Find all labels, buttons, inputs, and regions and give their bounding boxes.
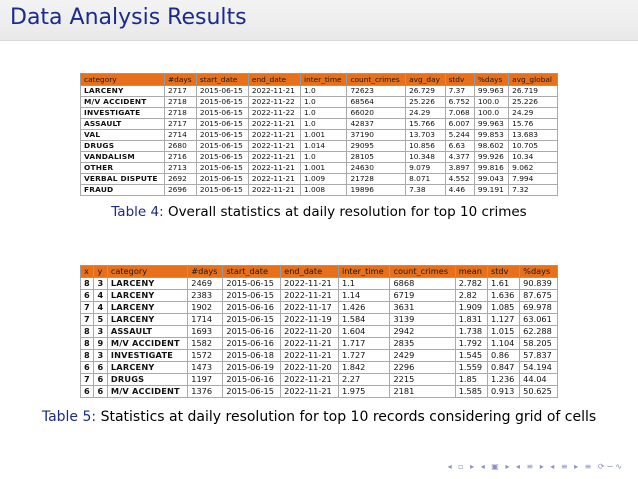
column-header: count_crimes [390,266,455,278]
category-cell: LARCENY [107,362,187,374]
table-cell: 13.683 [509,130,558,141]
table-row [81,119,558,130]
table-cell: 2713 [164,163,196,174]
category-cell: VAL [81,130,165,141]
table-header-row [81,74,558,86]
table-cell: 98.602 [474,141,508,152]
category-cell: VERBAL DISPUTE [81,174,165,185]
table-row [81,185,558,196]
table-cell: 1.14 [338,290,390,302]
caption-text: Statistics at daily resolution for top 10 records considering grid of cells [100,409,597,425]
table-cell: 5 [94,314,107,326]
table-cell: 7.32 [509,185,558,196]
column-header: mean [455,266,487,278]
table-cell: 9.079 [406,163,445,174]
table-cell: 2215 [390,374,455,386]
table-cell: 99.963 [474,86,508,97]
overall-stats-table [80,73,558,196]
table-cell: 1.001 [300,130,346,141]
table-cell: 1376 [188,386,223,398]
category-cell: INVESTIGATE [107,350,187,362]
table-cell: 3139 [390,314,455,326]
table-cell: 2022-11-21 [248,185,300,196]
table-cell: 2296 [390,362,455,374]
table-cell: 2015-06-15 [196,97,248,108]
table-cell: 2696 [164,185,196,196]
table-cell: 1.0 [300,86,346,97]
table-cell: 2022-11-21 [281,374,339,386]
table-cell: 4.377 [445,152,474,163]
category-cell: LARCENY [81,86,165,97]
table-cell: 24.29 [509,108,558,119]
table-row [81,290,558,302]
table-row [81,362,558,374]
table-cell: 2015-06-15 [196,108,248,119]
table-cell: 10.34 [509,152,558,163]
table-cell: 2022-11-21 [248,119,300,130]
table-cell: 50.625 [520,386,558,398]
table-cell: 62.288 [520,326,558,338]
table-4-caption [0,204,638,220]
table-cell: 8 [81,350,94,362]
table-cell: 24630 [347,163,406,174]
table-cell: 2015-06-16 [223,326,281,338]
table-cell: 42837 [347,119,406,130]
table-cell: 2015-06-15 [196,185,248,196]
category-cell: LARCENY [107,278,187,290]
table-cell: 7 [81,302,94,314]
table-cell: 2015-06-15 [196,152,248,163]
table-cell: 1582 [188,338,223,350]
table-cell: 4 [94,302,107,314]
table-cell: 24.29 [406,108,445,119]
table-cell: 1.61 [487,278,519,290]
table-cell: 99.926 [474,152,508,163]
table-cell: 1.738 [455,326,487,338]
table-cell: 2015-06-15 [223,278,281,290]
table-row [81,314,558,326]
column-header: start_date [223,266,281,278]
table-cell: 15.766 [406,119,445,130]
table-cell: 3 [94,278,107,290]
table-row [81,130,558,141]
table-cell: 2022-11-21 [248,174,300,185]
table-cell: 1.792 [455,338,487,350]
table-cell: 8 [81,338,94,350]
table-cell: 2181 [390,386,455,398]
table-cell: 2022-11-21 [248,152,300,163]
table-cell: 8.071 [406,174,445,185]
table-cell: 15.76 [509,119,558,130]
table-cell: 2015-06-15 [196,163,248,174]
table-row [81,108,558,119]
table-cell: 2022-11-22 [248,108,300,119]
table-cell: 6.63 [445,141,474,152]
table-cell: 58.205 [520,338,558,350]
table-cell: 69.978 [520,302,558,314]
category-cell: ASSAULT [107,326,187,338]
category-cell: LARCENY [107,302,187,314]
table-header-row [81,266,558,278]
table-row [81,386,558,398]
table-cell: 2717 [164,119,196,130]
table-cell: 2429 [390,350,455,362]
category-cell: FRAUD [81,185,165,196]
table-cell: 3631 [390,302,455,314]
table-cell: 1693 [188,326,223,338]
column-header: x [81,266,94,278]
table-cell: 26.729 [406,86,445,97]
table-cell: 44.04 [520,374,558,386]
table-cell: 21728 [347,174,406,185]
category-cell: M/V ACCIDENT [81,97,165,108]
table-cell: 1.0 [300,97,346,108]
table-cell: 1.717 [338,338,390,350]
table-cell: 2015-06-15 [223,386,281,398]
table-cell: 25.226 [406,97,445,108]
table-cell: 8 [81,278,94,290]
table-cell: 1.236 [487,374,519,386]
table-cell: 1902 [188,302,223,314]
table-cell: 2015-06-16 [223,374,281,386]
table-cell: 1.636 [487,290,519,302]
table-cell: 0.847 [487,362,519,374]
table-cell: 9.062 [509,163,558,174]
table-row [81,326,558,338]
table-cell: 1.727 [338,350,390,362]
table-cell: 66020 [347,108,406,119]
table-cell: 1.426 [338,302,390,314]
table-cell: 1.0 [300,108,346,119]
table-cell: 68564 [347,97,406,108]
table-cell: 2022-11-21 [281,338,339,350]
table-cell: 7.37 [445,86,474,97]
column-header: inter_time [300,74,346,86]
column-header: end_date [248,74,300,86]
table-cell: 6.007 [445,119,474,130]
category-cell: OTHER [81,163,165,174]
table-cell: 2.782 [455,278,487,290]
table-cell: 90.839 [520,278,558,290]
table-cell: 1.127 [487,314,519,326]
table-cell: 57.837 [520,350,558,362]
category-cell: ASSAULT [81,119,165,130]
table-cell: 2022-11-21 [281,290,339,302]
page-title: Data Analysis Results [10,5,247,30]
column-header: %days [474,74,508,86]
table-cell: 2015-06-15 [196,119,248,130]
table-cell: 2718 [164,97,196,108]
table-row [81,86,558,97]
table-cell: 1.975 [338,386,390,398]
table-cell: 4 [94,290,107,302]
table-row [81,97,558,108]
table-cell: 2022-11-21 [248,130,300,141]
table-cell: 99.853 [474,130,508,141]
column-header: end_date [281,266,339,278]
beamer-navigation-icons[interactable]: ◂ ▫ ▸ ◂ ▣ ▸ ◂ ≡ ▸ ◂ ≡ ▸ ≡ ⟳∽∿ [447,462,624,471]
column-header: stdv [487,266,519,278]
table-cell: 10.348 [406,152,445,163]
table-cell: 99.043 [474,174,508,185]
table-cell: 7 [81,314,94,326]
table-cell: 2022-11-20 [281,326,339,338]
table-cell: 2015-06-16 [223,338,281,350]
table-cell: 6719 [390,290,455,302]
table-cell: 6 [94,374,107,386]
caption-label: Table 4: [111,204,164,220]
table-cell: 99.816 [474,163,508,174]
table-cell: 100.0 [474,108,508,119]
title-bar [0,0,638,41]
table-cell: 2022-11-21 [281,278,339,290]
table-cell: 6 [81,290,94,302]
table-cell: 1.842 [338,362,390,374]
table-cell: 2015-06-15 [196,86,248,97]
table-cell: 72623 [347,86,406,97]
table-cell: 1.909 [455,302,487,314]
column-header: start_date [196,74,248,86]
table-cell: 2022-11-19 [281,314,339,326]
category-cell: DRUGS [81,141,165,152]
category-cell: DRUGS [107,374,187,386]
table-5-caption [0,409,638,425]
table-cell: 2015-06-15 [223,314,281,326]
table-cell: 3 [94,350,107,362]
column-header: #days [164,74,196,86]
table-cell: 1.85 [455,374,487,386]
column-header: category [81,74,165,86]
table-cell: 1714 [188,314,223,326]
table-cell: 5.244 [445,130,474,141]
column-header: avg_global [509,74,558,86]
table-cell: 3.897 [445,163,474,174]
table-cell: 6 [81,362,94,374]
category-cell: M/V ACCIDENT [107,386,187,398]
table-cell: 6 [81,386,94,398]
grid-cell-stats-table [80,265,558,398]
category-cell: LARCENY [107,314,187,326]
table-cell: 3 [94,326,107,338]
table-cell: 7 [81,374,94,386]
category-cell: LARCENY [107,290,187,302]
column-header: stdv [445,74,474,86]
table-cell: 1.085 [487,302,519,314]
caption-text: Overall statistics at daily resolution for top 10 crimes [167,204,527,220]
table-cell: 2022-11-21 [281,386,339,398]
table-cell: 2015-06-16 [223,302,281,314]
table-cell: 54.194 [520,362,558,374]
table-cell: 1197 [188,374,223,386]
table-cell: 6 [94,386,107,398]
table-cell: 99.191 [474,185,508,196]
table-cell: 7.068 [445,108,474,119]
column-header: #days [188,266,223,278]
table-cell: 2022-11-22 [248,97,300,108]
category-cell: VANDALISM [81,152,165,163]
column-header: y [94,266,107,278]
table-row [81,278,558,290]
caption-label: Table 5: [41,409,97,425]
table-cell: 37190 [347,130,406,141]
table-cell: 13.703 [406,130,445,141]
table-cell: 1.559 [455,362,487,374]
column-header: %days [520,266,558,278]
table-cell: 2015-06-15 [196,141,248,152]
table-cell: 7.38 [406,185,445,196]
table-cell: 2692 [164,174,196,185]
table-cell: 4.46 [445,185,474,196]
table-cell: 2015-06-18 [223,350,281,362]
column-header: count_crimes [347,74,406,86]
table-cell: 1.604 [338,326,390,338]
table-row [81,174,558,185]
table-cell: 1.585 [455,386,487,398]
table-cell: 2.82 [455,290,487,302]
table-cell: 2469 [188,278,223,290]
table-cell: 1473 [188,362,223,374]
table-cell: 26.719 [509,86,558,97]
table-row [81,152,558,163]
table-cell: 2717 [164,86,196,97]
table-cell: 2942 [390,326,455,338]
table-cell: 2383 [188,290,223,302]
table-row [81,163,558,174]
table-cell: 6.752 [445,97,474,108]
table-row [81,141,558,152]
table-cell: 10.705 [509,141,558,152]
table-cell: 28105 [347,152,406,163]
category-cell: M/V ACCIDENT [107,338,187,350]
table-row [81,374,558,386]
table-cell: 2015-06-15 [223,290,281,302]
table-cell: 1.009 [300,174,346,185]
table-cell: 1.0 [300,119,346,130]
table-cell: 2022-11-21 [248,163,300,174]
table-cell: 25.226 [509,97,558,108]
table-cell: 2015-06-19 [223,362,281,374]
table-cell: 2015-06-15 [196,174,248,185]
table-cell: 4.552 [445,174,474,185]
table-cell: 8 [81,326,94,338]
table-row [81,338,558,350]
table-cell: 1.0 [300,152,346,163]
table-cell: 7.994 [509,174,558,185]
table-cell: 6 [94,362,107,374]
table-cell: 99.963 [474,119,508,130]
table-cell: 2680 [164,141,196,152]
table-cell: 2714 [164,130,196,141]
table-cell: 100.0 [474,97,508,108]
table-cell: 1.545 [455,350,487,362]
table-cell: 1.104 [487,338,519,350]
table-cell: 2716 [164,152,196,163]
table-cell: 0.86 [487,350,519,362]
category-cell: INVESTIGATE [81,108,165,119]
table-cell: 2022-11-21 [248,141,300,152]
table-cell: 2022-11-21 [248,86,300,97]
table-cell: 1.014 [300,141,346,152]
table-cell: 1.001 [300,163,346,174]
table-cell: 9 [94,338,107,350]
table-cell: 87.675 [520,290,558,302]
table-cell: 2015-06-15 [196,130,248,141]
table-row [81,302,558,314]
table-cell: 10.856 [406,141,445,152]
table-cell: 29095 [347,141,406,152]
column-header: category [107,266,187,278]
column-header: avg_day [406,74,445,86]
table-cell: 1.584 [338,314,390,326]
table-cell: 2718 [164,108,196,119]
table-cell: 19896 [347,185,406,196]
table-cell: 1.015 [487,326,519,338]
column-header: inter_time [338,266,390,278]
table-cell: 63.061 [520,314,558,326]
table-cell: 2022-11-20 [281,362,339,374]
table-cell: 2022-11-17 [281,302,339,314]
table-cell: 2835 [390,338,455,350]
table-cell: 0.913 [487,386,519,398]
table-cell: 6868 [390,278,455,290]
table-row [81,350,558,362]
table-cell: 2.27 [338,374,390,386]
table-cell: 1.1 [338,278,390,290]
table-cell: 2022-11-21 [281,350,339,362]
table-cell: 1572 [188,350,223,362]
table-cell: 1.831 [455,314,487,326]
table-cell: 1.008 [300,185,346,196]
